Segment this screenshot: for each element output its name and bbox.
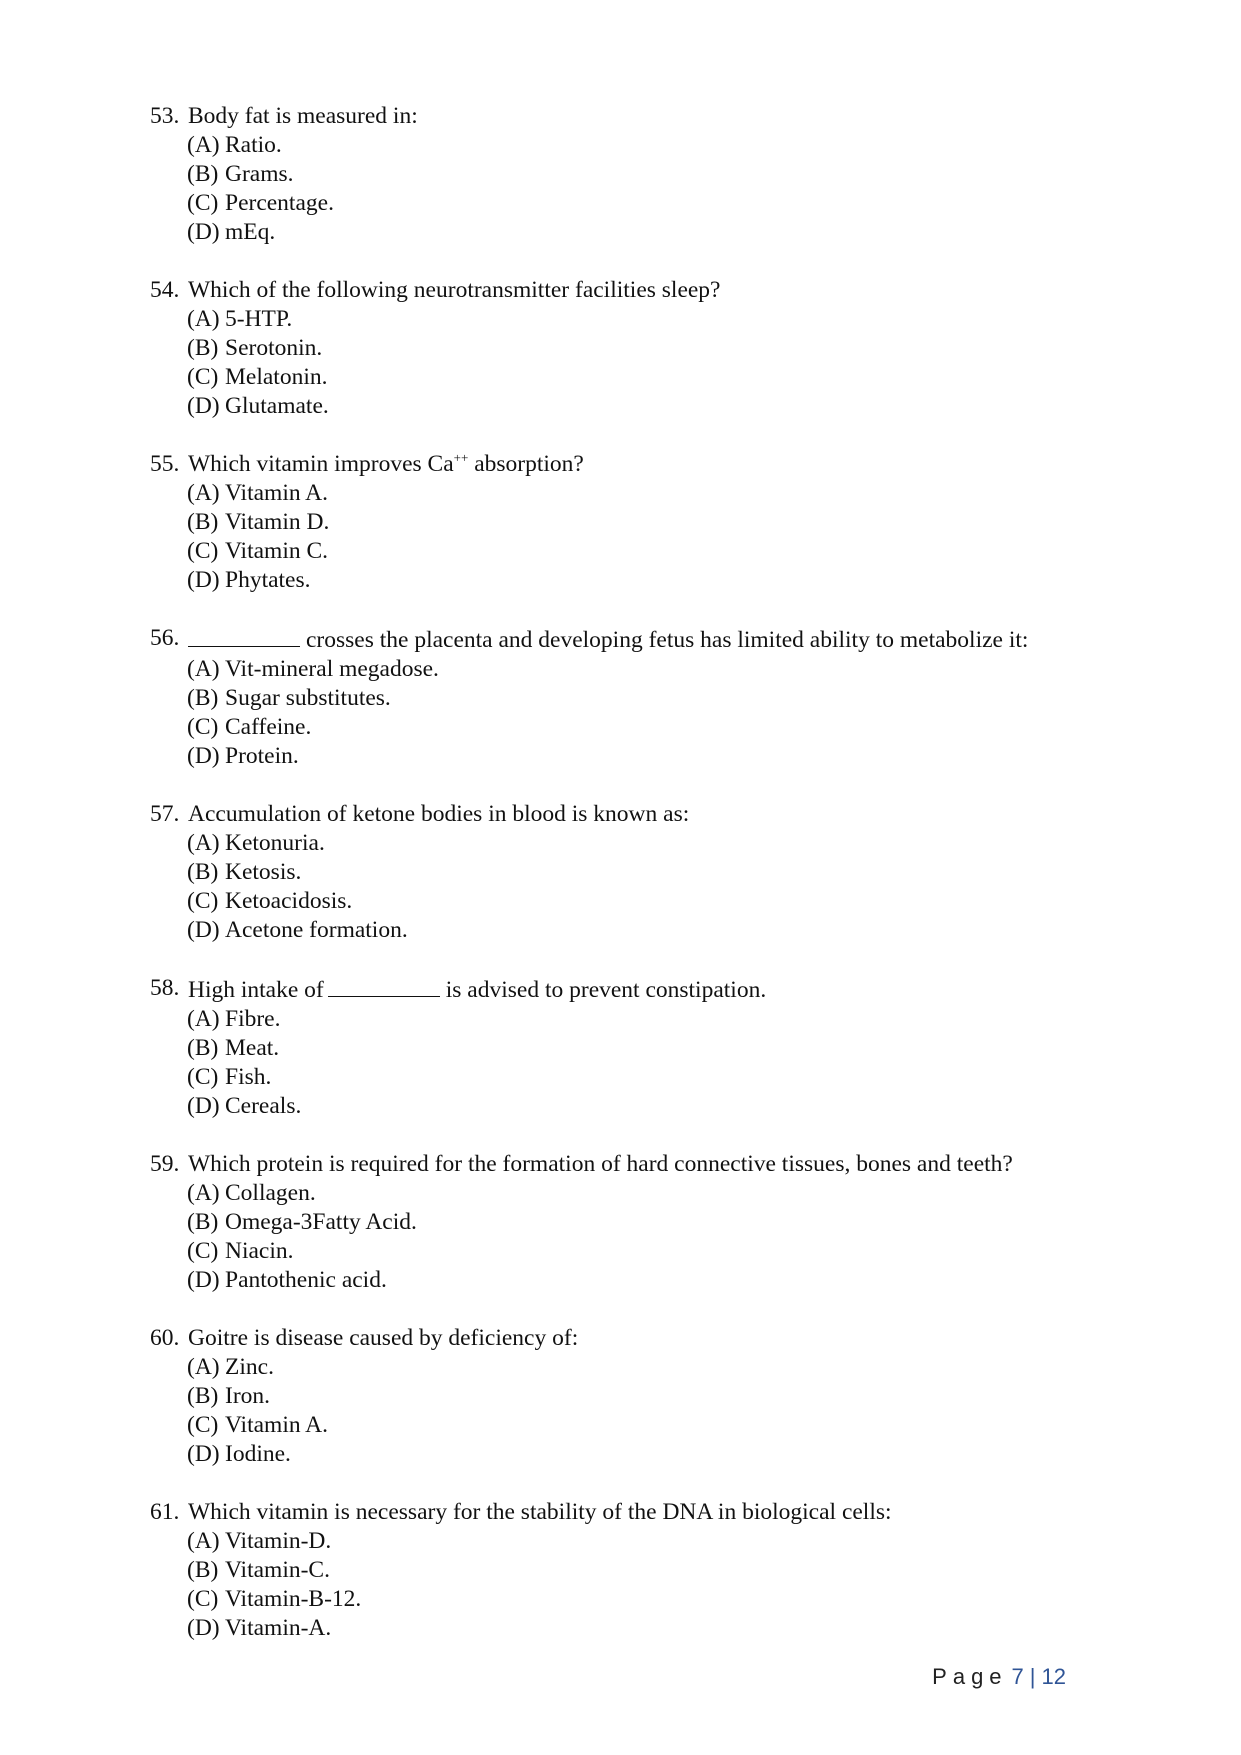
option-text: Meat.: [225, 1035, 280, 1061]
option-label: (B): [187, 161, 219, 187]
option-label: (A): [187, 1006, 220, 1032]
option-text: Glutamate.: [225, 393, 329, 419]
option-label: (A): [187, 1180, 220, 1206]
option-text: mEq.: [225, 219, 276, 245]
option-a: [187, 655, 1150, 684]
option-text: Vitamin-A.: [225, 1615, 332, 1641]
option-label: (D): [187, 1093, 220, 1119]
question-number: 58.: [150, 975, 180, 1001]
option-label: (A): [187, 656, 220, 682]
option-text: Fish.: [225, 1064, 272, 1090]
option-b: [187, 1034, 1150, 1063]
option-text: Vit-mineral megadose.: [225, 656, 439, 682]
option-list: [150, 479, 1150, 595]
option-text: Acetone formation.: [225, 917, 408, 943]
option-label: (C): [187, 538, 219, 564]
option-text: Grams.: [225, 161, 294, 187]
option-text: Iron.: [225, 1383, 271, 1409]
question-stem: [150, 1150, 1150, 1179]
question-text: Accumulation of ketone bodies in blood is known as:: [188, 801, 690, 827]
option-label: (D): [187, 393, 220, 419]
option-b: [187, 1382, 1150, 1411]
option-label: (B): [187, 859, 219, 885]
option-label: (C): [187, 364, 219, 390]
option-d: [187, 1266, 1150, 1295]
question-56: [150, 624, 1150, 771]
question-number: 56.: [150, 625, 180, 651]
question-text: Which protein is required for the formation of hard connective tissues, bones and teeth?: [188, 1151, 1013, 1177]
page-separator: |: [1029, 1664, 1036, 1689]
question-text: Which vitamin is necessary for the stability of the DNA in biological cells:: [188, 1499, 892, 1525]
question-stem: [150, 974, 1150, 1005]
option-text: Ratio.: [225, 132, 282, 158]
option-text: Collagen.: [225, 1180, 316, 1206]
option-d: [187, 742, 1150, 771]
option-c: [187, 1237, 1150, 1266]
option-list: [150, 1005, 1150, 1121]
option-a: [187, 1353, 1150, 1382]
superscript: ++: [453, 450, 469, 466]
option-text: Fibre.: [225, 1006, 281, 1032]
option-c: [187, 887, 1150, 916]
option-list: [150, 131, 1150, 247]
option-label: (B): [187, 1557, 219, 1583]
option-text: Vitamin-D.: [225, 1528, 332, 1554]
option-label: (D): [187, 1267, 220, 1293]
question-text-before: Which vitamin improves Ca: [188, 451, 454, 477]
question-text: Which of the following neurotransmitter facilities sleep?: [188, 277, 721, 303]
option-text: Vitamin-B-12.: [225, 1586, 362, 1612]
question-text: Goitre is disease caused by deficiency of:: [188, 1325, 579, 1351]
option-list: [150, 305, 1150, 421]
option-d: [187, 566, 1150, 595]
question-number: 57.: [150, 801, 180, 827]
option-text: Phytates.: [225, 567, 311, 593]
option-label: (A): [187, 132, 220, 158]
question-stem: [150, 102, 1150, 131]
option-a: [187, 305, 1150, 334]
option-d: [187, 1614, 1150, 1643]
option-d: [187, 392, 1150, 421]
question-stem: [150, 276, 1150, 305]
option-text: Iodine.: [225, 1441, 291, 1467]
option-label: (B): [187, 1035, 219, 1061]
option-text: Vitamin A.: [225, 1412, 329, 1438]
question-list: [150, 102, 1150, 1672]
option-label: (A): [187, 1528, 220, 1554]
question-text-after: absorption?: [468, 451, 584, 477]
option-label: (A): [187, 480, 220, 506]
option-text: Protein.: [225, 743, 299, 769]
option-label: (B): [187, 509, 219, 535]
question-stem: [150, 624, 1150, 655]
option-label: (D): [187, 567, 220, 593]
question-number: 55.: [150, 451, 180, 477]
option-label: (C): [187, 190, 219, 216]
option-label: (D): [187, 743, 220, 769]
question-58: [150, 974, 1150, 1121]
option-a: [187, 131, 1150, 160]
option-label: (B): [187, 1383, 219, 1409]
fill-in-blank: [328, 974, 440, 997]
option-text: Pantothenic acid.: [225, 1267, 387, 1293]
page-total: 12: [1041, 1664, 1066, 1689]
option-a: [187, 829, 1150, 858]
question-59: [150, 1150, 1150, 1295]
option-label: (C): [187, 1586, 219, 1612]
question-55: [150, 450, 1150, 595]
page-word: Page: [932, 1664, 1008, 1689]
option-b: [187, 1208, 1150, 1237]
question-text-after: crosses the placenta and developing fetus has limited ability to metabolize it:: [306, 627, 1029, 653]
question-text: [188, 624, 1028, 655]
option-text: Vitamin-C.: [225, 1557, 330, 1583]
question-60: [150, 1324, 1150, 1469]
option-label: (C): [187, 714, 219, 740]
question-text: [188, 450, 584, 479]
option-text: Vitamin A.: [225, 480, 329, 506]
option-c: [187, 537, 1150, 566]
question-number: 54.: [150, 277, 180, 303]
question-53: [150, 102, 1150, 247]
option-b: [187, 1556, 1150, 1585]
option-text: Caffeine.: [225, 714, 312, 740]
option-label: (C): [187, 1238, 219, 1264]
question-stem: [150, 1324, 1150, 1353]
option-a: [187, 1005, 1150, 1034]
option-label: (A): [187, 830, 220, 856]
option-text: Serotonin.: [225, 335, 323, 361]
option-a: [187, 479, 1150, 508]
option-label: (B): [187, 685, 219, 711]
question-number: 53.: [150, 103, 180, 129]
option-label: (C): [187, 1412, 219, 1438]
option-label: (C): [187, 888, 219, 914]
option-text: Ketonuria.: [225, 830, 325, 856]
question-number: 61.: [150, 1499, 180, 1525]
option-label: (D): [187, 1615, 220, 1641]
option-text: Vitamin C.: [225, 538, 329, 564]
option-b: [187, 160, 1150, 189]
question-text: Body fat is measured in:: [188, 103, 418, 129]
option-list: [150, 655, 1150, 771]
option-text: Ketosis.: [225, 859, 302, 885]
option-text: Percentage.: [225, 190, 334, 216]
question-61: [150, 1498, 1150, 1643]
option-label: (C): [187, 1064, 219, 1090]
option-label: (D): [187, 1441, 220, 1467]
option-label: (A): [187, 306, 220, 332]
option-text: Zinc.: [225, 1354, 274, 1380]
page-number: 7: [1011, 1664, 1024, 1689]
question-54: [150, 276, 1150, 421]
option-c: [187, 1585, 1150, 1614]
option-b: [187, 684, 1150, 713]
option-text: Omega-3Fatty Acid.: [225, 1209, 417, 1235]
option-a: [187, 1527, 1150, 1556]
option-d: [187, 916, 1150, 945]
question-number: 59.: [150, 1151, 180, 1177]
question-stem: [150, 1498, 1150, 1527]
option-text: Vitamin D.: [225, 509, 330, 535]
question-stem: [150, 800, 1150, 829]
option-label: (D): [187, 219, 220, 245]
question-number: 60.: [150, 1325, 180, 1351]
option-c: [187, 713, 1150, 742]
page-footer: [932, 1662, 1066, 1691]
option-label: (B): [187, 335, 219, 361]
option-label: (B): [187, 1209, 219, 1235]
question-text: [188, 974, 766, 1005]
option-b: [187, 334, 1150, 363]
option-a: [187, 1179, 1150, 1208]
option-c: [187, 189, 1150, 218]
option-label: (A): [187, 1354, 220, 1380]
option-text: 5-HTP.: [225, 306, 293, 332]
option-c: [187, 1063, 1150, 1092]
option-d: [187, 1440, 1150, 1469]
option-text: Niacin.: [225, 1238, 294, 1264]
option-b: [187, 508, 1150, 537]
option-list: [150, 1527, 1150, 1643]
option-b: [187, 858, 1150, 887]
option-d: [187, 1092, 1150, 1121]
question-57: [150, 800, 1150, 945]
fill-in-blank: [188, 624, 300, 647]
option-text: Cereals.: [225, 1093, 302, 1119]
option-text: Sugar substitutes.: [225, 685, 391, 711]
question-text-after: is advised to prevent constipation.: [445, 977, 767, 1003]
question-stem: [150, 450, 1150, 479]
option-text: Ketoacidosis.: [225, 888, 353, 914]
option-d: [187, 218, 1150, 247]
option-text: Melatonin.: [225, 364, 328, 390]
option-label: (D): [187, 917, 220, 943]
option-c: [187, 1411, 1150, 1440]
option-list: [150, 1353, 1150, 1469]
option-list: [150, 1179, 1150, 1295]
option-c: [187, 363, 1150, 392]
option-list: [150, 829, 1150, 945]
question-text-before: High intake of: [188, 977, 324, 1003]
